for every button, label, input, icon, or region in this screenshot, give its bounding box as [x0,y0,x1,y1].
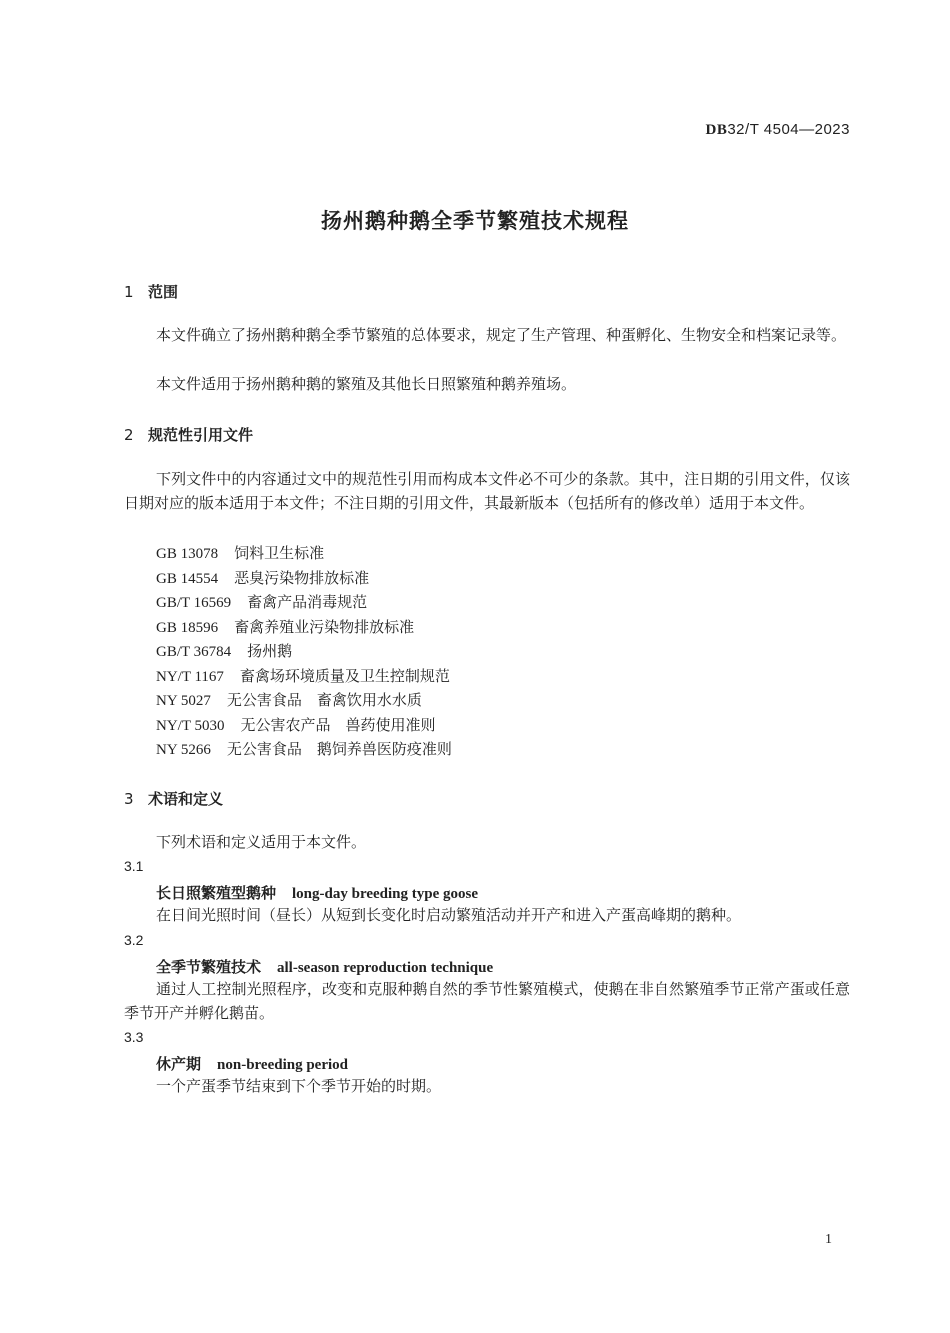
section-heading-terms-definitions: 3 术语和定义 [124,790,224,808]
page-title: 扬州鹅种鹅全季节繁殖技术规程 [321,209,629,233]
reference-item: GB 18596 畜禽养殖业污染物排放标准 [156,618,415,636]
term-definition: 通过人工控制光照程序，改变和克服种鹅自然的季节性繁殖模式，使鹅在非自然繁殖季节正常产蛋或任意季节开产并孵化鹅苗。 [124,980,850,1022]
term-heading: 全季节繁殖技术 all-season reproduction technique [156,958,494,976]
term-definition: 在日间光照时间（昼长）从短到长变化时启动繁殖活动并开产和进入产蛋高峰期的鹅种。 [156,906,742,924]
term-number: 3.1 [124,858,144,874]
section-heading-normative-references: 2 规范性引用文件 [124,426,254,444]
term-number: 3.3 [124,1029,144,1045]
reference-item: GB 13078 饲料卫生标准 [156,544,325,562]
term-heading: 长日照繁殖型鹅种 long-day breeding type goose [156,884,478,902]
page-number: 1 [825,1232,832,1247]
reference-item: NY 5027 无公害食品 畜禽饮用水水质 [156,691,422,709]
document-number: DB32/T 4504—2023 [705,121,850,138]
section-heading-scope: 1 范围 [124,283,179,301]
reference-item: NY/T 1167 畜禽场环境质量及卫生控制规范 [156,667,450,685]
term-definition: 一个产蛋季节结束到下个季节开始的时期。 [156,1077,442,1095]
terms-intro-paragraph: 下列术语和定义适用于本文件。 [156,833,367,851]
references-intro-paragraph: 下列文件中的内容通过文中的规范性引用而构成本文件必不可少的条款。其中，注日期的引用文件，仅该日期对应的版本适用于本文件；不注日期的引用文件，其最新版本（包括所有的修改单）适用于本文件。 [124,470,850,512]
reference-item: GB/T 16569 畜禽产品消毒规范 [156,593,368,611]
reference-item: NY/T 5030 无公害农产品 兽药使用准则 [156,716,436,734]
reference-item: GB/T 36784 扬州鹅 [156,642,293,660]
scope-paragraph-2: 本文件适用于扬州鹅种鹅的繁殖及其他长日照繁殖种鹅养殖场。 [156,375,577,393]
reference-item: NY 5266 无公害食品 鹅饲养兽医防疫准则 [156,740,452,758]
reference-item: GB 14554 恶臭污染物排放标准 [156,569,370,587]
term-heading: 休产期 non-breeding period [156,1055,349,1073]
term-number: 3.2 [124,932,144,948]
scope-paragraph-1: 本文件确立了扬州鹅种鹅全季节繁殖的总体要求，规定了生产管理、种蛋孵化、生物安全和档案记录等。 [156,326,847,344]
